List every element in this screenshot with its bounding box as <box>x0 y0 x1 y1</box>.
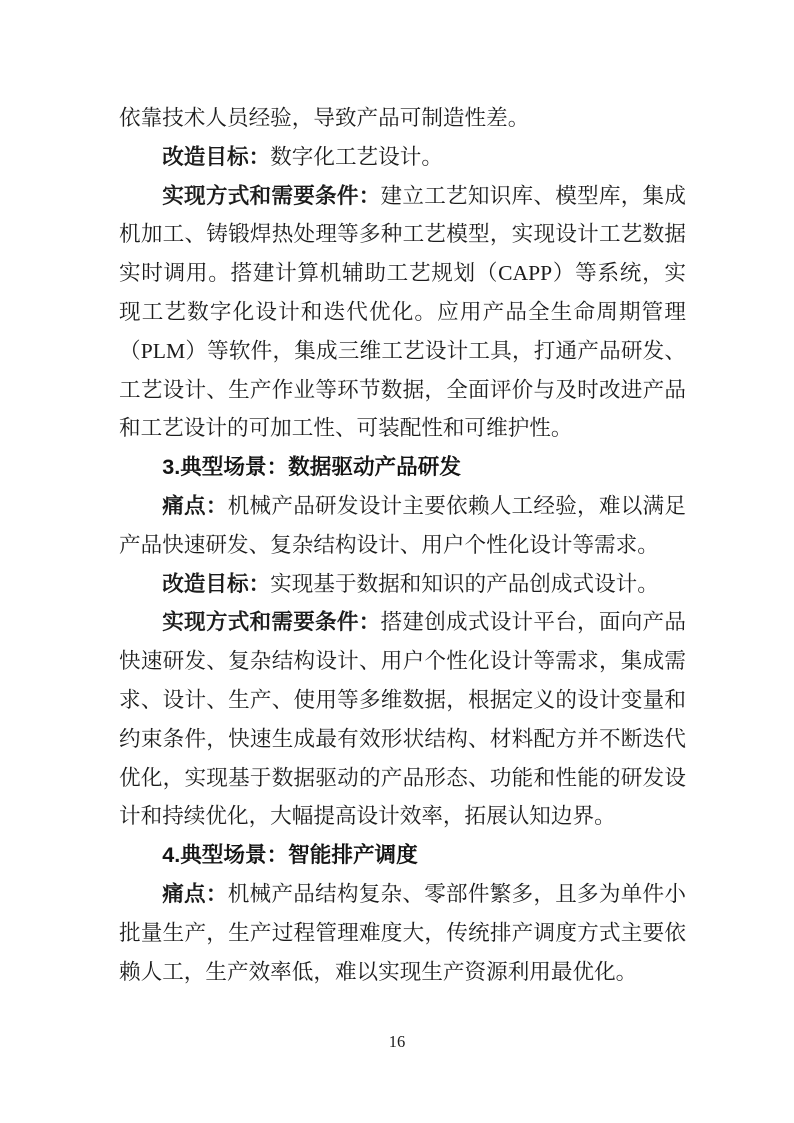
paragraph-implementation-1 <box>119 177 686 449</box>
document-text-block <box>119 99 686 991</box>
paragraph-text: 数字化工艺设计。 <box>270 144 443 169</box>
paragraph-painpoint-2 <box>119 875 686 991</box>
paragraph-goal-1 <box>119 138 686 177</box>
paragraph-text: 机械产品研发设计主要依赖人工经验，难以满足产品快速研发、复杂结构设计、用户个性化设计等需求。 <box>119 493 686 557</box>
paragraph-text: 实现基于数据和知识的产品创成式设计。 <box>270 571 659 596</box>
paragraph-label: 实现方式和需要条件： <box>162 183 381 208</box>
section-heading-scenario-3 <box>119 448 686 487</box>
paragraph-text: 建立工艺知识库、模型库，集成机加工、铸锻焊热处理等多种工艺模型，实现设计工艺数据实时调用。搭建计算机辅助工艺规划（CAPP）等系统，实现工艺数字化设计和迭代优化。应用产品全生命周期管理（PLM）等软件，集成三维工艺设计工具，打通产品研发、工艺设计、生产作业等环节数据，全面评价与及时改进产品和工艺设计的可加工性、可装配性和可维护性。 <box>119 183 686 441</box>
paragraph-text: 机械产品结构复杂、零部件繁多，且多为单件小批量生产，生产过程管理难度大，传统排产调度方式主要依赖人工，生产效率低，难以实现生产资源利用最优化。 <box>119 881 686 984</box>
paragraph-continuation <box>119 99 686 138</box>
paragraph-painpoint-1 <box>119 487 686 565</box>
paragraph-goal-2 <box>119 565 686 604</box>
paragraph-text: 依靠技术人员经验，导致产品可制造性差。 <box>119 106 530 130</box>
paragraph-label: 实现方式和需要条件： <box>162 610 381 635</box>
paragraph-label: 改造目标： <box>162 144 271 169</box>
page-number: 16 <box>388 1032 406 1051</box>
paragraph-label: 痛点： <box>162 493 228 518</box>
paragraph-label: 痛点： <box>162 881 228 906</box>
paragraph-implementation-2 <box>119 603 686 836</box>
paragraph-label: 改造目标： <box>162 571 271 596</box>
section-heading-text: 4.典型场景：智能排产调度 <box>162 842 418 868</box>
paragraph-text: 搭建创成式设计平台，面向产品快速研发、复杂结构设计、用户个性化设计等需求，集成需求、设计、生产、使用等多维数据，根据定义的设计变量和约束条件，快速生成最有效形状结构、材料配方并不断迭代优化，实现基于数据驱动的产品形态、功能和性能的研发设计和持续优化，大幅提高设计效率，拓展认知边界。 <box>119 610 686 829</box>
section-heading-scenario-4 <box>119 836 686 875</box>
section-heading-text: 3.典型场景：数据驱动产品研发 <box>162 454 461 480</box>
